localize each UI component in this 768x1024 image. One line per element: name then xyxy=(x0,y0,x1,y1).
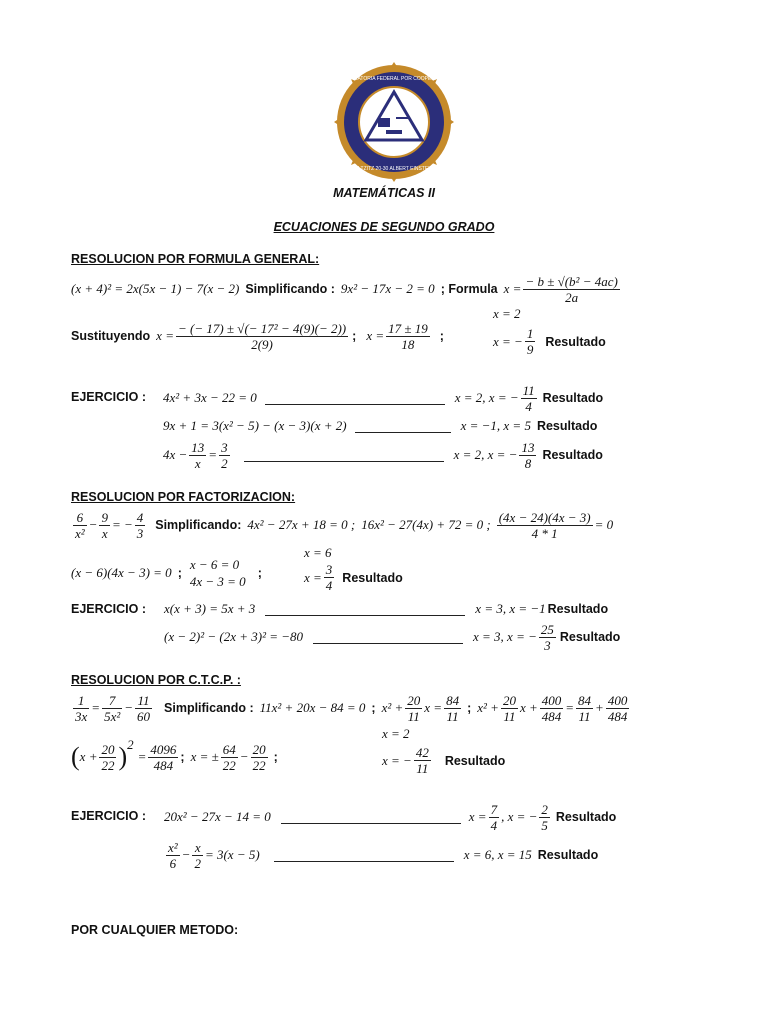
fraction xyxy=(606,693,630,724)
fraction xyxy=(148,742,178,773)
fraction xyxy=(73,693,89,724)
resultado-label: Resultado xyxy=(444,753,506,768)
ejercicio-label: EJERCICIO : xyxy=(71,602,147,616)
numerator: 20 xyxy=(101,741,115,757)
solution-x1: x = 6 xyxy=(304,545,332,560)
separator: ; xyxy=(352,329,357,343)
fraction xyxy=(221,742,238,773)
resultado-label: Resultado xyxy=(559,630,621,644)
answer-blank[interactable] xyxy=(274,849,454,862)
factored-fraction xyxy=(497,510,593,541)
exercise-fraction xyxy=(192,840,203,871)
answer-blank[interactable] xyxy=(313,631,463,644)
resultado-label: Resultado xyxy=(542,448,603,462)
numerator: 20 xyxy=(407,692,421,708)
step-lhs: x = xyxy=(366,328,385,343)
exercise-equation: 9x + 1 = 3(x² − 5) − (x − 3)(x + 2) xyxy=(163,418,347,433)
equals-sign: = xyxy=(208,447,218,462)
section-heading-factorizacion: RESOLUCION POR FACTORIZACION: xyxy=(71,490,296,504)
exercise-equation: x(x + 3) = 5x + 3 xyxy=(164,601,256,616)
exercise-answer: , x = − xyxy=(501,809,538,824)
answer-blank[interactable] xyxy=(355,420,451,433)
answer-blank[interactable] xyxy=(265,392,445,405)
solution-x2-fraction xyxy=(414,745,431,776)
page-subtitle: ECUACIONES DE SEGUNDO GRADO xyxy=(273,220,495,234)
exercise-answer: x = 6, x = 15 xyxy=(463,847,532,862)
exercise-answer: x = xyxy=(468,809,487,824)
exercise-answer: x = 3, x = −1 xyxy=(475,601,546,616)
fraction xyxy=(73,510,87,541)
solution-x1: x = 2 xyxy=(493,306,521,321)
denominator: 484 xyxy=(607,708,628,724)
exercise-answer: x = 3, x = − xyxy=(473,629,537,644)
exercise-equation: (x − 2)² − (2x + 3)² = −80 xyxy=(164,629,304,644)
ejercicio-label: EJERCICIO : xyxy=(71,390,147,404)
numerator: 9 xyxy=(101,509,108,525)
numerator: 400 xyxy=(541,692,562,708)
equation-expanded: 16x² − 27(4x) + 72 = 0 ; xyxy=(361,517,491,532)
equals-sign: = xyxy=(565,700,575,715)
minus-sign: − xyxy=(124,700,134,715)
denominator: 11 xyxy=(405,708,422,724)
fraction xyxy=(576,693,593,724)
denominator: 6 xyxy=(166,855,180,871)
answer-numerator: 13 xyxy=(521,439,535,455)
denominator: 4 xyxy=(490,817,498,833)
resultado-label: Resultado xyxy=(542,391,604,405)
equation-simplified: 11x² + 20x − 84 = 0 xyxy=(259,700,366,715)
formula-numerator: − b ± √(b² − 4ac) xyxy=(525,273,618,289)
answer-fraction xyxy=(519,440,536,471)
substitution-numerator: − (− 17) ± √(− 17² − 4(9)(− 2)) xyxy=(177,320,347,336)
right-paren: ) xyxy=(118,742,128,771)
step-denominator: 18 xyxy=(386,336,430,352)
numerator: 4 xyxy=(136,509,144,525)
minus-sign: − xyxy=(239,749,249,764)
exercise-numerator: 13 xyxy=(191,439,205,455)
factor-a: x − 6 = 0 xyxy=(189,557,240,572)
numerator: x² xyxy=(168,839,178,855)
school-seal-logo xyxy=(334,62,454,182)
numerator: 7 xyxy=(490,801,498,817)
equation-simplified: 9x² − 17x − 2 = 0 xyxy=(340,281,435,296)
numerator: 84 xyxy=(446,692,460,708)
fraction xyxy=(99,510,110,541)
equals-zero: = 0 xyxy=(594,517,614,532)
simplificando-label: Simplificando : xyxy=(164,701,254,715)
fraction xyxy=(540,693,564,724)
formula-lhs: x = xyxy=(503,281,522,296)
answer-blank[interactable] xyxy=(281,811,461,824)
denominator: 484 xyxy=(148,757,178,773)
exercise-denominator: 2 xyxy=(221,455,228,471)
fraction xyxy=(444,693,461,724)
equals-sign: = xyxy=(91,700,101,715)
numerator: 11 xyxy=(137,692,150,708)
exercise-fraction xyxy=(219,440,230,471)
eq4-part: x + xyxy=(519,700,538,715)
denominator: 3 xyxy=(539,637,556,653)
separator: ; xyxy=(180,750,185,764)
numerator: 25 xyxy=(540,621,554,637)
seal-ring-text-bottom: ALTZITZ 20-30 ALBERT EINSTEIN xyxy=(354,166,434,172)
solution-denominator: 9 xyxy=(526,342,534,357)
denominator: 22 xyxy=(252,757,266,773)
separator: ; xyxy=(273,750,278,764)
numerator: 7 xyxy=(108,692,116,708)
denominator: 2 xyxy=(194,855,201,871)
factored-equation: (x − 6)(4x − 3) = 0 xyxy=(71,565,172,580)
equation-original: (x + 4)² = 2x(5x − 1) − 7(x − 2) xyxy=(71,281,240,296)
formula-label: ; Formula xyxy=(440,282,498,296)
numerator: 1 xyxy=(77,692,85,708)
resultado-label: Resultado xyxy=(537,848,599,862)
fraction xyxy=(99,742,116,773)
resultado-label: Resultado xyxy=(342,570,403,585)
solution-numerator: 1 xyxy=(526,326,534,341)
exercise-equation: 20x² − 27x − 14 = 0 xyxy=(164,809,271,824)
quadratic-formula xyxy=(523,274,619,305)
numerator: 64 xyxy=(222,741,236,757)
exercise-fraction xyxy=(189,440,206,471)
denominator: 5x² xyxy=(104,708,121,724)
denominator: 60 xyxy=(137,708,151,724)
numerator: 20 xyxy=(502,692,516,708)
resultado-label: Resultado xyxy=(545,334,606,349)
minus-sign: − xyxy=(88,517,98,532)
factor-system xyxy=(190,556,246,590)
eq3-part: x² + xyxy=(381,700,404,715)
denominator: 11 xyxy=(444,708,461,724)
numerator: 84 xyxy=(578,692,592,708)
exercise-denominator: x xyxy=(189,455,206,471)
solution-x2-lhs: x = xyxy=(304,569,322,585)
answer-fraction xyxy=(539,622,556,653)
answer-numerator: 11 xyxy=(522,382,535,398)
simplificando-label: Simplificando: xyxy=(155,518,242,532)
answer-denominator: 4 xyxy=(521,398,537,414)
separator: ; xyxy=(177,566,182,580)
equation-simplified: 4x² − 27x + 18 = 0 ; xyxy=(247,517,356,532)
fraction xyxy=(251,742,268,773)
step-fraction xyxy=(386,321,430,352)
denominator: 22 xyxy=(222,757,236,773)
separator: ; xyxy=(371,701,376,715)
numerator: 20 xyxy=(252,741,266,757)
separator: ; xyxy=(467,701,472,715)
denominator: 4 * 1 xyxy=(497,525,593,541)
denominator: 22 xyxy=(101,757,115,773)
substitution-denominator: 2(9) xyxy=(176,336,348,352)
step-numerator: 17 ± 19 xyxy=(388,320,428,336)
separator: ; xyxy=(257,566,262,580)
numerator: 42 xyxy=(415,745,429,760)
numerator: (4x − 24)(4x − 3) xyxy=(498,509,591,525)
denominator: 3x xyxy=(75,708,88,724)
answer-fraction xyxy=(539,802,550,833)
resultado-label: Resultado xyxy=(547,602,609,616)
exercise-fraction xyxy=(166,840,180,871)
exercise-answer: x = 2, x = − xyxy=(454,390,519,405)
section-heading-ctcp: RESOLUCION POR C.T.C.P. : xyxy=(71,673,241,687)
exercise-rhs: = 3(x − 5) xyxy=(204,847,260,862)
denominator: 5 xyxy=(541,817,548,833)
left-paren: ( xyxy=(71,742,80,771)
resultado-label: Resultado xyxy=(536,419,598,433)
numerator: 6 xyxy=(76,509,84,525)
denominator: x xyxy=(99,525,110,541)
substitution-fraction xyxy=(176,321,348,352)
formula-denominator: 2a xyxy=(523,289,619,305)
solution-x1: x = 2 xyxy=(382,726,410,741)
minus-sign: − xyxy=(181,847,191,862)
denominator: 3 xyxy=(136,525,144,541)
exercise-equation-lhs: 4x − xyxy=(163,447,188,462)
answer-fraction xyxy=(489,802,500,833)
section-heading-cualquier-metodo: POR CUALQUIER METODO: xyxy=(71,923,239,937)
solution-x2-lhs: x = − xyxy=(382,752,412,768)
numerator: 4096 xyxy=(150,741,177,757)
substitution-lhs: x = xyxy=(156,328,174,343)
solution-x2-lhs: x = − xyxy=(493,333,523,349)
numerator: x xyxy=(194,839,201,855)
denominator: 484 xyxy=(541,708,562,724)
solution-x2-fraction xyxy=(525,326,536,357)
ejercicio-label: EJERCICIO : xyxy=(71,809,147,823)
separator: ; xyxy=(439,329,444,343)
factor-b: 4x − 3 = 0 xyxy=(189,574,246,589)
denominator: 11 xyxy=(576,708,593,724)
page-title: MATEMÁTICAS II xyxy=(333,186,435,200)
equals-sign: = xyxy=(137,749,147,764)
fraction xyxy=(501,693,518,724)
fraction xyxy=(405,693,422,724)
exponent: 2 xyxy=(127,737,134,752)
exercise-answer: x = 2, x = − xyxy=(453,447,518,462)
seal-computer-icon xyxy=(378,118,390,127)
square-part: x + xyxy=(79,749,98,764)
answer-blank[interactable] xyxy=(244,449,444,462)
section-heading-formula-general: RESOLUCION POR FORMULA GENERAL: xyxy=(71,252,320,266)
plus-sign: + xyxy=(595,700,604,715)
denominator: 11 xyxy=(501,708,518,724)
denominator: x² xyxy=(75,525,85,541)
simplificando-label: Simplificando : xyxy=(245,282,335,296)
denominator: 4 xyxy=(325,578,333,593)
denominator: 11 xyxy=(414,760,431,776)
numerator: 400 xyxy=(607,692,628,708)
numerator: 3 xyxy=(325,562,333,577)
answer-denominator: 8 xyxy=(519,455,536,471)
seal-inner-field xyxy=(359,87,429,157)
eq4-part: x² + xyxy=(477,700,499,715)
seal-ring-text-top: PREPARATORIA FEDERAL POR COOPERACION xyxy=(337,76,451,82)
numerator: 2 xyxy=(541,801,548,817)
exercise-answer: x = −1, x = 5 xyxy=(460,418,531,433)
fraction xyxy=(102,693,122,724)
exercise-equation: 4x² + 3x − 22 = 0 xyxy=(163,390,257,405)
answer-blank[interactable] xyxy=(265,603,465,616)
exercise-numerator: 3 xyxy=(221,439,228,455)
answer-fraction xyxy=(521,383,537,414)
fraction xyxy=(135,510,146,541)
equals-minus: = − xyxy=(111,517,133,532)
resultado-label: Resultado xyxy=(555,810,617,824)
eq3-part: x = xyxy=(424,700,443,715)
fraction xyxy=(135,693,152,724)
solution-x2-fraction xyxy=(324,562,335,593)
plus-minus-part: x = ± xyxy=(190,749,219,764)
sustituyendo-label: Sustituyendo xyxy=(71,329,151,343)
